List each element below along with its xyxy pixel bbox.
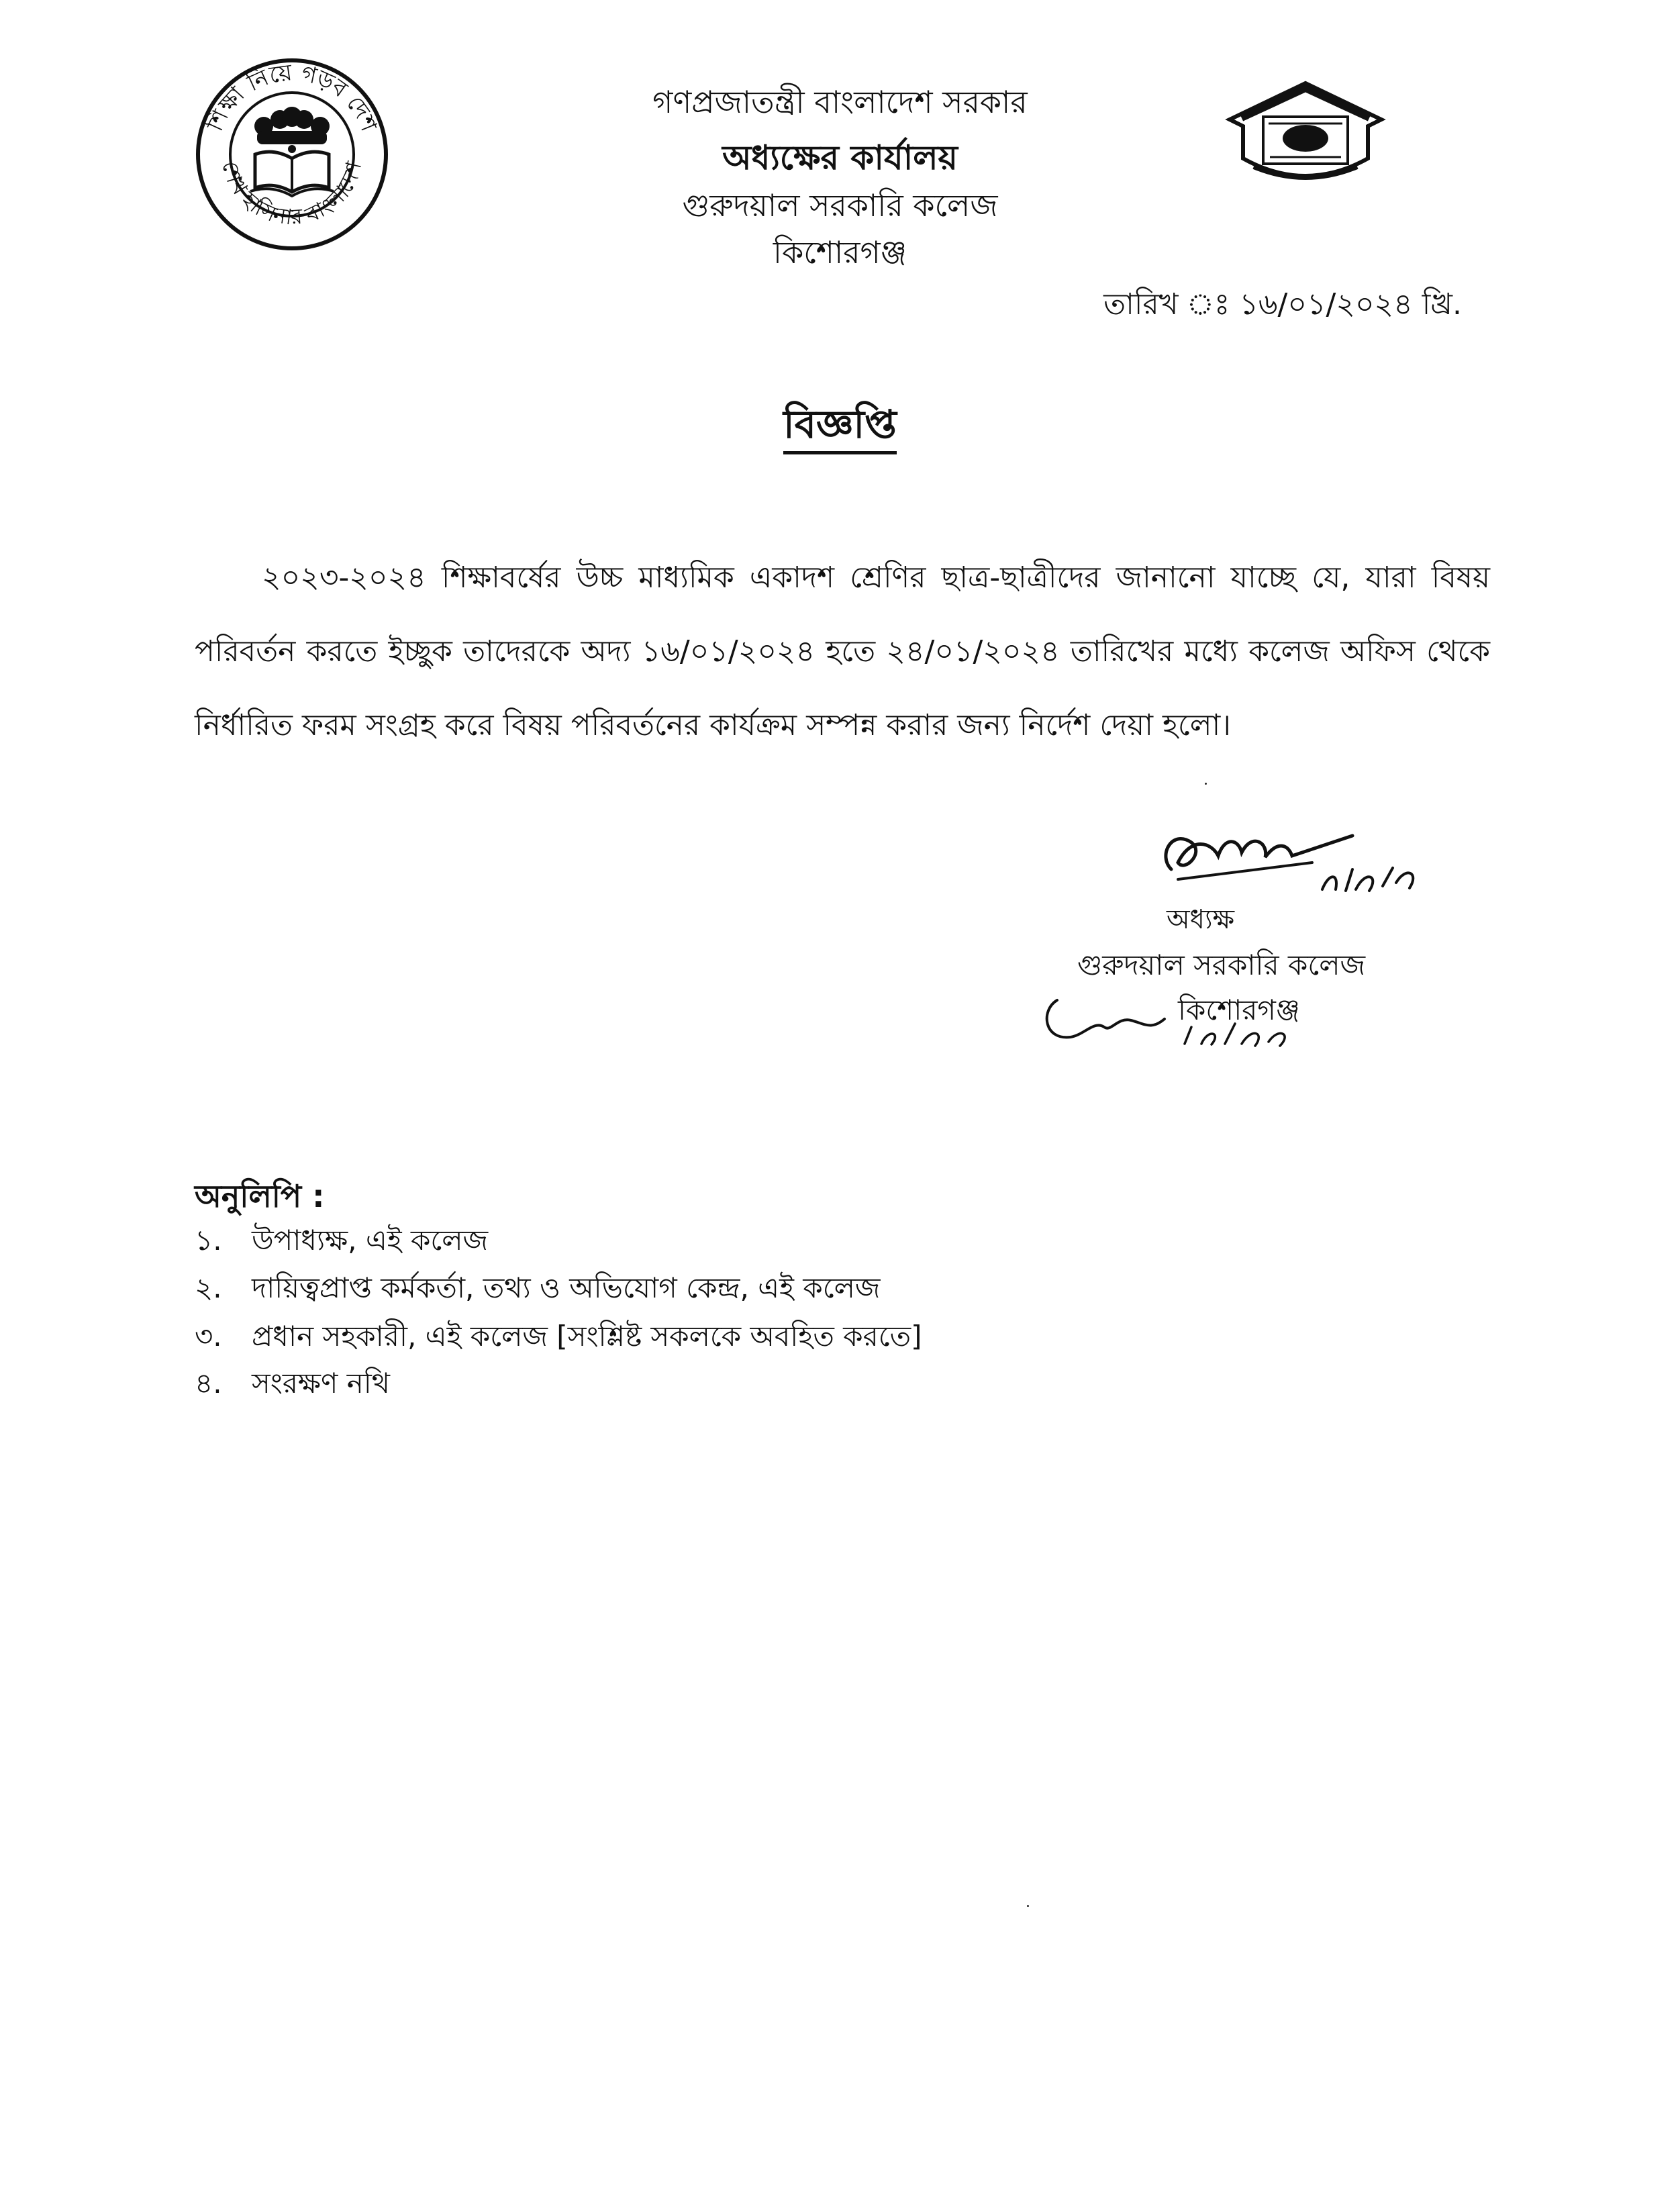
government-name: গণপ্রজাতন্ত্রী বাংলাদেশ সরকার bbox=[652, 84, 1028, 120]
notice-body: ২০২৩-২০২৪ শিক্ষাবর্ষের উচ্চ মাধ্যমিক একাদশ শ্রেণির ছাত্র-ছাত্রীদের জানানো যাচ্ছে যে, যারা বিষয় পরিবর্তন করতে ইচ্ছুক তাদেরকে অদ্য ১৬/০১/২০২৪ হতে ২৪/০১/২০২৪ তারিখের মধ্যে কলেজ অফিস থেকে নির্ধারিত ফরম সংগ্রহ করে বিষয় পরিবর্তনের কার্যক্রম সম্পন্ন করার জন্য নির্দেশ দেয়া হলো। bbox=[195, 561, 1490, 742]
list-item bbox=[195, 1218, 488, 1266]
svg-text:শেখ হাসিনার বাংলাদেশ: শেখ হাসিনার বাংলাদেশ bbox=[217, 158, 367, 230]
list-item bbox=[195, 1314, 922, 1362]
list-item-number: ১. bbox=[195, 1224, 222, 1257]
notice-title-text: বিজ্ঞপ্তি bbox=[783, 401, 897, 454]
svg-text:শিক্ষা নিয়ে গড়ব দেশ: শিক্ষা নিয়ে গড়ব দেশ bbox=[201, 59, 383, 136]
copy-list-heading: অনুলিপি : bbox=[195, 1178, 325, 1214]
scan-speck bbox=[1027, 1905, 1029, 1907]
list-item-text: প্রধান সহকারী, এই কলেজ [সংশ্লিষ্ট সকলকে অবহিত করতে] bbox=[252, 1320, 922, 1353]
notice-title bbox=[0, 395, 1680, 460]
office-name: অধ্যক্ষের কার্যালয় bbox=[722, 138, 958, 177]
notice-date: তারিখ ঃ ১৬/০১/২০২৪ খ্রি. bbox=[1103, 287, 1462, 322]
college-name: গুরুদয়াল সরকারি কলেজ bbox=[682, 187, 998, 224]
signatory-title: অধ্যক্ষ bbox=[1167, 904, 1235, 935]
list-item-number: ৩. bbox=[195, 1320, 222, 1353]
signatory-place: কিশোরগঞ্জ bbox=[1178, 993, 1300, 1026]
list-item bbox=[195, 1266, 880, 1314]
list-item-number: ৪. bbox=[195, 1367, 222, 1400]
list-item-text: সংরক্ষণ নথি bbox=[252, 1367, 390, 1400]
handwritten-signature-icon bbox=[1151, 816, 1433, 903]
list-item-text: দায়িত্বপ্রাপ্ত কর্মকর্তা, তথ্য ও অভিযোগ কেন্দ্র, এই কলেজ bbox=[252, 1271, 881, 1304]
scan-speck bbox=[1205, 783, 1207, 785]
college-place: কিশোরগঞ্জ bbox=[773, 234, 907, 271]
list-item bbox=[195, 1361, 390, 1409]
handwritten-initial-icon bbox=[1030, 980, 1299, 1054]
list-item-text: উপাধ্যক্ষ, এই কলেজ bbox=[252, 1224, 489, 1257]
list-item-number: ২. bbox=[195, 1271, 222, 1304]
signatory-institution: গুরুদয়াল সরকারি কলেজ bbox=[1077, 948, 1366, 981]
